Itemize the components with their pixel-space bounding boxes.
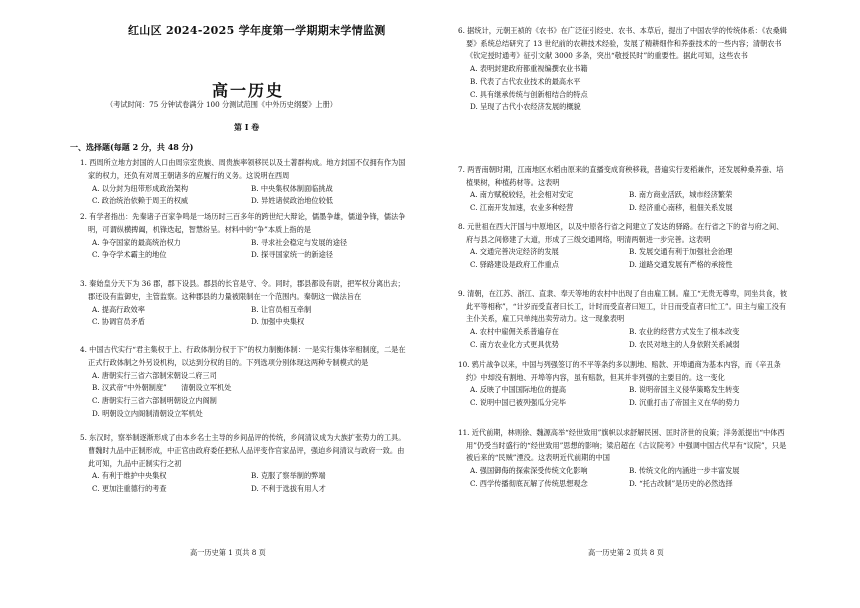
option: B. 传统文化的内涵进一步丰富发展 xyxy=(629,466,740,476)
page-footer-left: 高一历史第 1 页共 8 页 xyxy=(190,548,266,557)
option: B. 中央集权体制面临挑战 xyxy=(251,183,333,193)
option: A. 提高行政效率 xyxy=(92,304,145,314)
option: A. 南方赋税较轻，社会相对安定 xyxy=(470,190,574,200)
option: C. 唐朝实行三省六部制明朝设立内阁制 xyxy=(92,396,217,406)
option: D. 经济重心南移，租佃关系发展 xyxy=(629,203,733,213)
option: B. 代表了古代农业技术的最高水平 xyxy=(470,76,581,86)
question-text: 4. 中国古代实行“君主集权于上、行政体制分权于下”的权力制衡体制：一是实行集体宰相制度，二是在正式行政体制之外另设机构，以达到分权的目的。下列选项分别体现这两种专制模式的是 xyxy=(80,345,406,367)
question-text: 11. 近代前期，林则徐、魏源高举“经世致用”旗帜以求舒解民困、匡时济世的良策；洋务派提出“中体西用”仍受当时盛行的“经世致用”思想的影响；梁启超在《古议院考》中强调中国古代早有“议院”，只是被后来的“民贼”湮没。这表明近代前期的中国 xyxy=(458,428,787,463)
option: C. 南方农业化方式更具优势 xyxy=(470,339,559,349)
option: C. 更加注重德行的考查 xyxy=(92,484,167,494)
option: D. 不利于选拔有用人才 xyxy=(251,484,326,494)
question-1 xyxy=(80,157,410,208)
option: C. 说明中国已被列强瓜分完毕 xyxy=(470,398,567,408)
option: D. “托古改制”是历史的必然选择 xyxy=(629,478,733,488)
option: C. 争夺学术霸主的地位 xyxy=(92,250,167,260)
option: A. 争夺国家的最高统治权力 xyxy=(92,237,181,247)
question-text: 5. 东汉时，察举制逐渐形成了由本乡名士主导的乡间品评的传统，乡间清议成为大族扩张势力的工具。曹魏时九品中正制形成，中正官由政府委任把私人品评变作官家品评，强迫乡间清议与政府一致。由此可知，九品中正制实行之初 xyxy=(80,433,406,468)
option: B. 农业的经营方式发生了根本改变 xyxy=(629,327,740,337)
option: B. 让官员相互牵制 xyxy=(251,304,312,314)
option: A. 交通完善决定经济的发展 xyxy=(470,247,559,257)
option: D. 探寻国家统一的新途径 xyxy=(251,250,333,260)
option: C. 政治统治依赖于周王的权威 xyxy=(92,196,189,206)
option: A. 以分封为纽带形成政治架构 xyxy=(92,183,189,193)
option: C. 具有继承传统与创新相结合的特点 xyxy=(470,89,588,99)
question-10 xyxy=(458,359,788,410)
question-text: 6. 据统计，元朝王祯的《农书》在广泛征引经史、农书、本草后，提出了中国农学的传统体系：《农桑辑要》系统总结研究了 13 世纪前的农耕技术经验，发展了精耕细作和养蚕技术的一些内容；清朝农书《钦定授时通考》征引文献 3000 多条，突出“敬授民时”的重要性。据此可知，这些农书 xyxy=(458,26,787,61)
option: A. 强国御侮的探索深受传统文化影响 xyxy=(470,466,588,476)
option: D. 农民对地主的人身依附关系减弱 xyxy=(629,339,740,349)
option: C. 江南开发加速，农业多种经营 xyxy=(470,203,574,213)
option: A. 表明封建政府都重视编撰农业书籍 xyxy=(470,64,588,74)
question-9 xyxy=(458,288,788,352)
option: B. 南方商业活跃，城市经济繁荣 xyxy=(629,190,733,200)
question-text: 9. 清朝，在江苏、浙江、直隶、奉天等地的农村中出现了自由雇工制。雇工“无贵无尊卑，同坐共食，彼此平等相称”，“计岁而受直者曰长工，计时而受直者曰短工，计日而受直者曰忙工”。田主与雇工没有主仆关系，雇工只单纯出卖劳动力。这一现象表明 xyxy=(458,289,788,324)
option: B. 发展交通有利于加强社会治理 xyxy=(629,247,733,257)
option: B. 说明帝国主义侵华策略发生转变 xyxy=(629,385,740,395)
option: C. 西学传播彻底瓦解了传统思想观念 xyxy=(470,478,588,488)
page-footer-right: 高一历史第 2 页共 8 页 xyxy=(588,548,664,557)
question-text: 8. 元世祖在西大汗国与中原地区，以及中原各行省之间建立了发达的驿路。在行省之下的省与府之间、府与县之间修建了大道，形成了三级交通网络，明清两朝进一步完善。这表明 xyxy=(458,222,784,244)
exam-info: （考试时间：75 分钟试卷满分 100 分测试范围《中外历史纲要》上册） xyxy=(106,100,337,109)
question-3 xyxy=(80,278,410,329)
question-text: 1. 西周所立地方封国的人口由周宗室贵族、周贵族率领移民以及土著群构成。地方封国不仅拥有作为国家的权力，还负有对周王朝诸多的应履行的义务。这说明在西周 xyxy=(80,158,406,180)
option: B. 汉武帝“中外朝制度” 清朝设立军机处 xyxy=(92,383,232,393)
option: D. 加强中央集权 xyxy=(251,317,305,327)
question-7 xyxy=(458,164,788,215)
question-text: 3. 秦始皇分天下为 36 郡，郡下设县。郡县的长官是守、令。同时，郡县都设有尉，把军权分离出去；郡还设有监御史，主管监察。这种郡县的力量被限制在一个范围内。秦朝这一做法旨在 xyxy=(80,279,405,301)
question-text: 2. 有学者指出：先秦诸子百家争鸣是一场历时三百多年的跨世纪大辩论，儒墨争雄，儒道争锋，儒法争明，可谓纵横捭阖，机锋迭起，智慧纷呈。材料中的“争”本质上指的是 xyxy=(80,212,406,234)
question-8 xyxy=(458,221,788,272)
option: D. 道路交通发展有严格的承接性 xyxy=(629,260,733,270)
subject-title: 高一历史 xyxy=(212,81,285,100)
option: D. 呈现了古代小农经济发展的概貌 xyxy=(470,102,581,112)
option: A. 反映了中国国际地位的提高 xyxy=(470,385,567,395)
section-heading: 一、选择题(每题 2 分，共 48 分) xyxy=(70,142,194,152)
question-2 xyxy=(80,211,410,262)
question-11 xyxy=(458,427,788,491)
volume-label: 第 Ⅰ 卷 xyxy=(234,122,260,132)
option: B. 寻求社会稳定与发展的途径 xyxy=(251,237,348,247)
exam-title: 红山区 2024-2025 学年度第一学期期末学情监测 xyxy=(128,24,386,37)
option: D. 沉重打击了帝国主义在华的势力 xyxy=(629,398,740,408)
option: A. 有利于维护中央集权 xyxy=(92,471,167,481)
option: D. 明朝设立内阁制清朝设立军机处 xyxy=(92,408,203,418)
option: D. 异姓诸侯政治地位较低 xyxy=(251,196,333,206)
option: C. 协调官员矛盾 xyxy=(92,317,145,327)
question-text: 7. 两晋南朝时期，江南地区水稻由原来的直播变成育秧移栽，普遍实行麦稻兼作，还发展种桑养蚕、培植果树，种植药材等。这表明 xyxy=(458,165,784,187)
question-text: 10. 鸦片战争以来，中国与列强签订的不平等条约多以割地、赔款、开埠通商为基本内容，而《辛丑条约》中却没有割地、开埠等内容，虽有赔款，但其并非列强的主要目的。这一变化 xyxy=(458,360,781,382)
option: C. 驿路建设是政府工作重点 xyxy=(470,260,559,270)
question-4 xyxy=(80,344,410,421)
option: A. 农村中雇佣关系普遍存在 xyxy=(470,327,559,337)
question-6 xyxy=(458,25,788,114)
option: A. 唐朝实行三省六部制宋朝设二府三司 xyxy=(92,370,217,380)
option: B. 克服了察举制的弊端 xyxy=(251,471,326,481)
question-5 xyxy=(80,432,410,496)
